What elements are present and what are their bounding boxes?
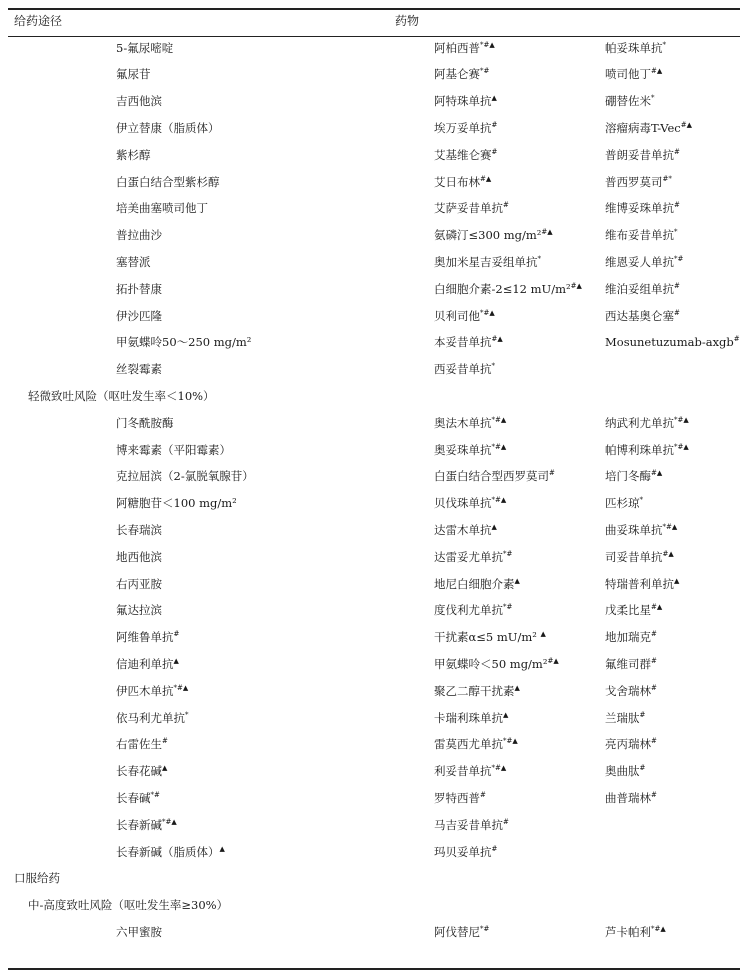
drug-name-col3: 氟维司群# — [605, 656, 657, 671]
drug-name-col1: 普拉曲沙 — [116, 228, 162, 243]
drug-name-col1: 氟达拉滨 — [116, 603, 162, 618]
footnote-marker: #▲ — [541, 228, 553, 237]
footnote-marker: *#▲ — [480, 308, 495, 317]
drug-name-col2: 奥法木单抗*#▲ — [434, 415, 507, 430]
footnote-marker: # — [651, 656, 657, 665]
drug-name-col2: 奥加米星吉妥组单抗* — [434, 254, 541, 269]
table-row — [0, 518, 748, 545]
table-row — [0, 196, 748, 223]
footnote-marker: * — [651, 94, 655, 103]
footnote-marker: * — [537, 254, 541, 263]
footnote-marker: # — [674, 201, 680, 210]
footnote-marker: *#▲ — [173, 683, 189, 692]
drug-name-col1: 博来霉素（平阳霉素） — [116, 442, 231, 457]
drug-name-col1: 依马利尤单抗* — [116, 710, 189, 725]
drug-name-col1: 六甲蜜胺 — [116, 924, 162, 939]
table-row — [0, 545, 748, 572]
footnote-marker: *#▲ — [480, 40, 495, 49]
drug-name-col1: 门冬酰胺酶 — [116, 415, 174, 430]
drug-name-col2: 奥妥珠单抗*#▲ — [434, 442, 507, 457]
footnote-marker: #▲ — [680, 120, 692, 129]
footnote-marker: ▲ — [491, 522, 497, 531]
drug-name-col2: 雷莫西尤单抗*#▲ — [434, 737, 518, 752]
table-row — [0, 330, 748, 357]
drug-name-col3: 司妥昔单抗#▲ — [605, 549, 674, 564]
drug-name-col1: 伊匹木单抗*#▲ — [116, 683, 189, 698]
drug-name-col2: 罗特西普# — [434, 790, 486, 805]
footnote-marker: #* — [662, 174, 672, 183]
drug-name-col3: 维恩妥人单抗*# — [605, 254, 684, 269]
drug-name-col2: 马吉妥昔单抗# — [434, 817, 509, 832]
drug-name-col2: 达雷妥尤单抗*# — [434, 549, 513, 564]
footnote-marker: ▲ — [173, 656, 179, 665]
section-row — [0, 384, 748, 411]
drug-name-col3: 曲普瑞林# — [605, 790, 657, 805]
drug-name-col3: 亮丙瑞林# — [605, 737, 657, 752]
footnote-marker: ▲ — [540, 630, 546, 639]
drug-name-col3: Mosunetuzumab-axgb# — [605, 335, 740, 350]
table-row — [0, 143, 748, 170]
table-row — [0, 36, 748, 63]
drug-name-col2: 本妥昔单抗#▲ — [434, 335, 503, 350]
drug-name-col3: 兰瑞肽# — [605, 710, 646, 725]
footnote-marker: # — [503, 201, 509, 210]
footnote-marker: ▲ — [491, 94, 497, 103]
risk-level-heading: 中-高度致吐风险（呕吐发生率≥30%） — [28, 898, 229, 913]
drug-name-col3: 硼替佐米* — [605, 94, 655, 109]
drug-name-col3: 戈舍瑞林# — [605, 683, 657, 698]
footnote-marker: # — [639, 764, 646, 773]
table-row — [0, 411, 748, 438]
drug-name-col3: 帕博利珠单抗*#▲ — [605, 442, 689, 457]
footnote-marker: *#▲ — [491, 764, 507, 773]
drug-name-col1: 拓扑替康 — [116, 281, 162, 296]
route-heading: 口服给药 — [14, 871, 60, 886]
drug-name-col2: 阿基仑赛*# — [434, 67, 490, 82]
drug-name-col1: 长春瑞滨 — [116, 522, 162, 537]
footnote-marker: # — [674, 147, 680, 156]
drug-name-col2: 氨磷汀≤300 mg/m²#▲ — [434, 228, 553, 243]
drug-name-col3: 维泊妥组单抗# — [605, 281, 680, 296]
table-bottom-rule — [8, 968, 740, 970]
drug-name-col3: 纳武利尤单抗*#▲ — [605, 415, 689, 430]
drug-name-col1: 阿糖胞苷＜100 mg/m² — [116, 496, 237, 511]
footnote-marker: *# — [503, 549, 513, 558]
drug-name-col1: 吉西他滨 — [116, 94, 162, 109]
footnote-marker: *# — [480, 67, 490, 76]
table-row — [0, 464, 748, 491]
footnote-marker: # — [480, 790, 486, 799]
footnote-marker: *#▲ — [491, 442, 507, 451]
drug-name-col3: 培门冬酶#▲ — [605, 469, 663, 484]
footnote-marker: #▲ — [651, 469, 663, 478]
drug-name-col1: 伊沙匹隆 — [116, 308, 162, 323]
drug-name-col1: 右丙亚胺 — [116, 576, 162, 591]
footnote-marker: *# — [150, 790, 160, 799]
footnote-marker: ▲ — [674, 576, 680, 585]
footnote-marker: ▲ — [503, 710, 509, 719]
drug-name-col3: 维博妥珠单抗# — [605, 201, 680, 216]
drug-name-col1: 信迪利单抗▲ — [116, 656, 179, 671]
footnote-marker: # — [491, 147, 498, 156]
table-row — [0, 357, 748, 384]
table-row — [0, 277, 748, 304]
drug-name-col1: 阿维鲁单抗# — [116, 630, 180, 645]
drug-name-col1: 长春新碱*#▲ — [116, 817, 177, 832]
drug-name-col2: 聚乙二醇干扰素▲ — [434, 683, 520, 698]
drug-name-col2: 白蛋白结合型西罗莫司# — [434, 469, 555, 484]
drug-name-col3: 溶瘤病毒T-Vec#▲ — [605, 120, 692, 135]
drug-name-col1: 克拉屈滨（2-氯脱氧腺苷） — [116, 469, 254, 484]
footnote-marker: # — [733, 335, 740, 344]
table-top-rule — [8, 8, 740, 10]
footnote-marker: #▲ — [651, 67, 663, 76]
footnote-marker: # — [674, 281, 680, 290]
drug-name-col2: 甲氨蝶呤＜50 mg/m²#▲ — [434, 656, 559, 671]
drug-name-col3: 维布妥昔单抗* — [605, 228, 678, 243]
footnote-marker: * — [185, 710, 189, 719]
table-row — [0, 625, 748, 652]
drug-name-col2: 艾萨妥昔单抗# — [434, 201, 509, 216]
table-row — [0, 732, 748, 759]
table-row — [0, 170, 748, 197]
footnote-marker: # — [491, 844, 498, 853]
footnote-marker: *#▲ — [503, 737, 518, 746]
footnote-marker: # — [503, 817, 509, 826]
drug-name-col3: 奥曲肽# — [605, 764, 646, 779]
footnote-marker: *# — [503, 603, 513, 612]
table-row — [0, 572, 748, 599]
drug-name-col1: 长春花碱▲ — [116, 764, 168, 779]
drug-name-col1: 伊立替康（脂质体） — [116, 120, 220, 135]
footnote-marker: *#▲ — [491, 415, 507, 424]
footnote-marker: * — [662, 40, 666, 49]
drug-name-col2: 白细胞介素-2≤12 mU/m²#▲ — [434, 281, 582, 296]
table-row — [0, 759, 748, 786]
drug-name-col1: 培美曲塞喷司他丁 — [116, 201, 208, 216]
footnote-marker: #▲ — [651, 603, 663, 612]
drug-name-col3: 芦卡帕利*#▲ — [605, 924, 666, 939]
footnote-marker: *#▲ — [674, 415, 689, 424]
drug-name-col3: 普西罗莫司#* — [605, 174, 672, 189]
footnote-marker: #▲ — [547, 656, 559, 665]
table-row — [0, 840, 748, 867]
footnote-marker: # — [651, 737, 657, 746]
drug-name-col2: 埃万妥单抗# — [434, 120, 498, 135]
table-row — [0, 920, 748, 947]
footnote-marker: #▲ — [480, 174, 492, 183]
drug-name-col1: 5-氟尿嘧啶 — [116, 40, 174, 55]
drug-name-col2: 贝利司他*#▲ — [434, 308, 495, 323]
drug-name-col3: 特瑞普利单抗▲ — [605, 576, 680, 591]
table-row — [0, 62, 748, 89]
table-row — [0, 304, 748, 331]
drug-name-col2: 艾基维仑赛# — [434, 147, 498, 162]
drug-name-col2: 地尼白细胞介素▲ — [434, 576, 520, 591]
footnote-marker: #▲ — [491, 335, 503, 344]
table-row — [0, 116, 748, 143]
header-drugs: 药物 — [395, 14, 420, 28]
drug-name-col2: 干扰素α≤5 mU/m² ▲ — [434, 630, 546, 645]
drug-name-col1: 长春碱*# — [116, 790, 160, 805]
drug-name-col2: 西妥昔单抗* — [434, 362, 495, 377]
footnote-marker: #▲ — [662, 549, 674, 558]
table-row — [0, 652, 748, 679]
drug-name-col3: 普朗妥昔单抗# — [605, 147, 680, 162]
drug-name-col1: 长春新碱（脂质体）▲ — [116, 844, 225, 859]
drug-name-col1: 白蛋白结合型紫杉醇 — [116, 174, 220, 189]
footnote-marker: * — [491, 362, 495, 371]
drug-name-col3: 喷司他丁#▲ — [605, 67, 663, 82]
drug-name-col1: 紫杉醇 — [116, 147, 151, 162]
table-row — [0, 786, 748, 813]
drug-name-col1: 右雷佐生# — [116, 737, 168, 752]
table-row — [0, 598, 748, 625]
footnote-marker: *#▲ — [651, 924, 666, 933]
drug-name-col2: 阿特珠单抗▲ — [434, 94, 497, 109]
drug-name-col3: 地加瑞克# — [605, 630, 657, 645]
footnote-marker: # — [549, 469, 555, 478]
table-row — [0, 679, 748, 706]
drug-name-col1: 甲氨蝶呤50～250 mg/m² — [116, 335, 252, 350]
table-row — [0, 491, 748, 518]
drug-name-col3: 戊柔比星#▲ — [605, 603, 663, 618]
section-row — [0, 866, 748, 893]
drug-name-col3: 曲妥珠单抗*#▲ — [605, 522, 678, 537]
drug-name-col1: 氟尿苷 — [116, 67, 151, 82]
footnote-marker: # — [173, 630, 180, 639]
drug-name-col2: 度伐利尤单抗*# — [434, 603, 513, 618]
footnote-marker: *# — [480, 924, 490, 933]
table-row — [0, 813, 748, 840]
footnote-marker: *#▲ — [674, 442, 689, 451]
footnote-marker: *# — [674, 254, 684, 263]
footnote-marker: * — [674, 228, 678, 237]
footnote-marker: * — [639, 496, 643, 505]
drug-name-col2: 阿柏西普*#▲ — [434, 40, 495, 55]
footnote-marker: ▲ — [514, 683, 520, 692]
table-row — [0, 223, 748, 250]
footnote-marker: # — [651, 683, 657, 692]
footnote-marker: ▲ — [514, 576, 520, 585]
footnote-marker: *#▲ — [162, 817, 177, 826]
drug-name-col2: 艾日布林#▲ — [434, 174, 492, 189]
footnote-marker: ▲ — [219, 844, 225, 853]
drug-name-col2: 利妥昔单抗*#▲ — [434, 764, 507, 779]
drug-name-col2: 玛贝妥单抗# — [434, 844, 498, 859]
drug-name-col2: 阿伐替尼*# — [434, 924, 490, 939]
table-row — [0, 89, 748, 116]
section-row — [0, 893, 748, 920]
footnote-marker: *#▲ — [662, 522, 678, 531]
footnote-marker: *#▲ — [491, 496, 507, 505]
table-row — [0, 438, 748, 465]
drug-name-col2: 贝伐珠单抗*#▲ — [434, 496, 507, 511]
table-row — [0, 706, 748, 733]
drug-name-col3: 帕妥珠单抗* — [605, 40, 666, 55]
drug-name-col2: 达雷木单抗▲ — [434, 522, 497, 537]
footnote-marker: ▲ — [162, 764, 168, 773]
footnote-marker: # — [162, 737, 168, 746]
drug-name-col2: 卡瑞利珠单抗▲ — [434, 710, 509, 725]
table-row — [0, 250, 748, 277]
drug-name-col3: 匹杉琼* — [605, 496, 643, 511]
footnote-marker: # — [674, 308, 680, 317]
drug-name-col1: 丝裂霉素 — [116, 362, 162, 377]
footnote-marker: # — [639, 710, 646, 719]
drug-name-col1: 塞替派 — [116, 254, 151, 269]
drug-name-col1: 地西他滨 — [116, 549, 162, 564]
risk-level-heading: 轻微致吐风险（呕吐发生率＜10%） — [28, 388, 215, 403]
footnote-marker: # — [651, 790, 657, 799]
header-route: 给药途径 — [14, 14, 63, 28]
footnote-marker: #▲ — [570, 281, 582, 290]
footnote-marker: # — [491, 120, 498, 129]
footnote-marker: # — [651, 630, 657, 639]
drug-name-col3: 西达基奥仑塞# — [605, 308, 680, 323]
